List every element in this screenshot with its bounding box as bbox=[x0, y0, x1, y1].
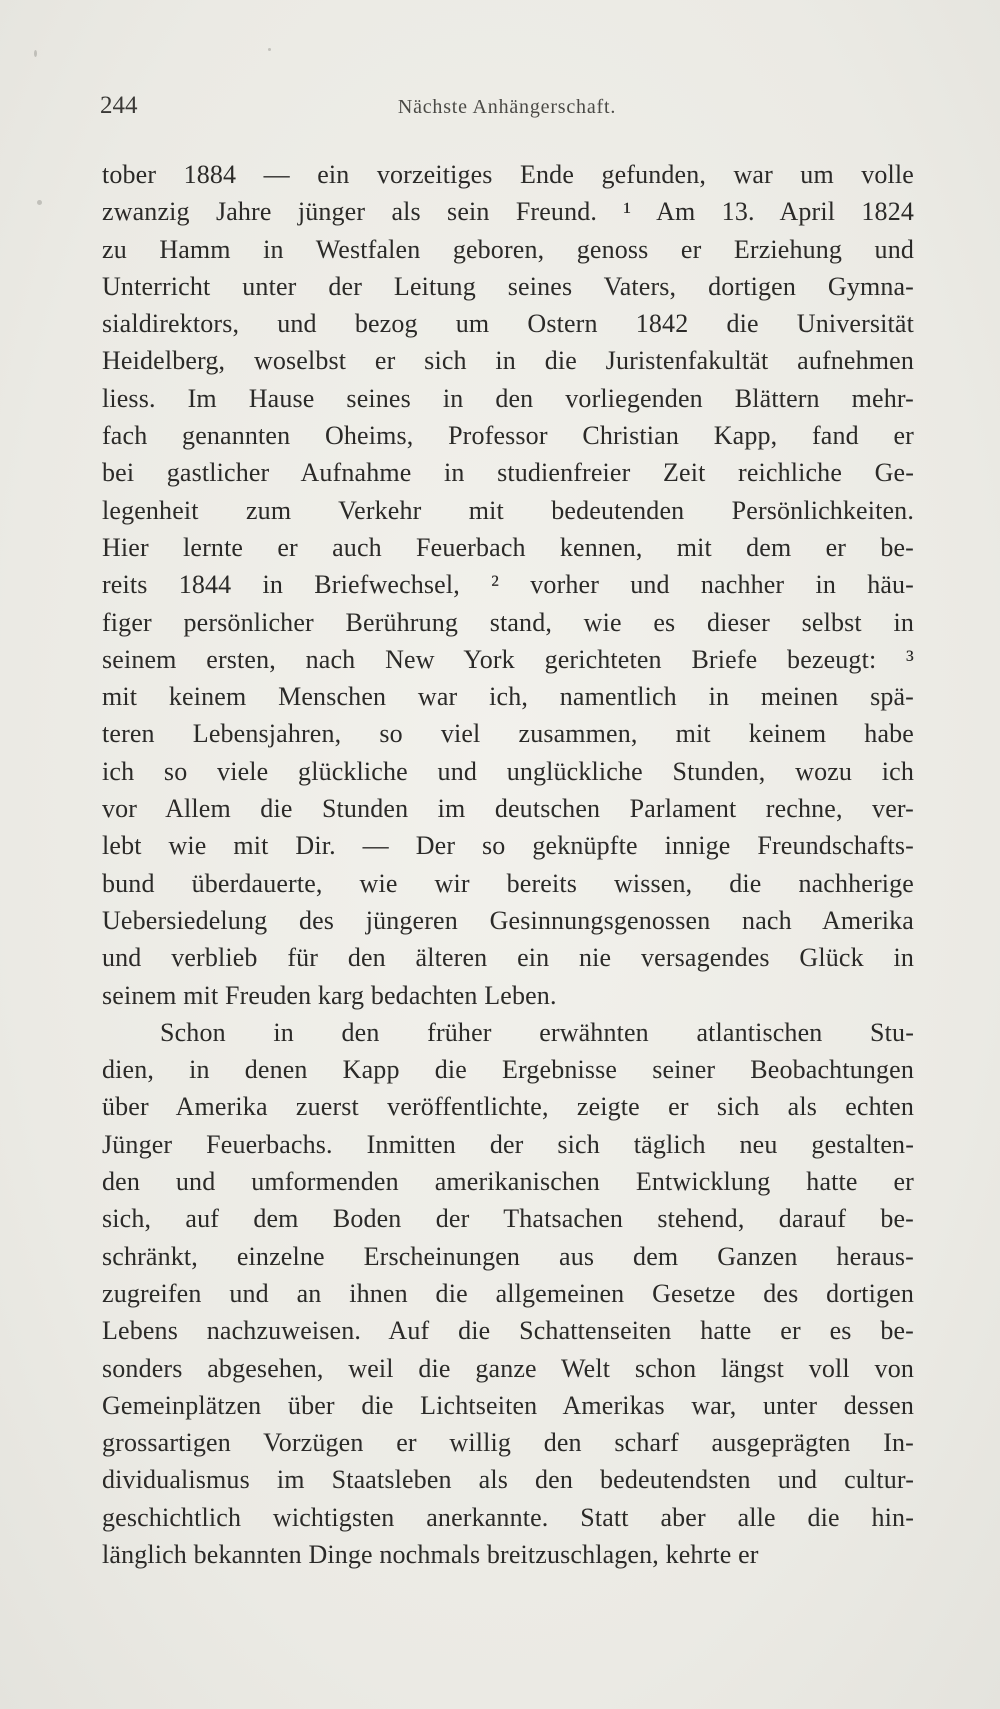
text-line: dien, in denen Kapp die Ergebnisse seiner Beobachtungen bbox=[102, 1055, 914, 1085]
text-line: Schon in den früher erwähnten atlantischen Stu- bbox=[160, 1017, 914, 1047]
text-line: über Amerika zuerst veröffentlichte, zeigte er sich als echten bbox=[102, 1092, 914, 1122]
text-line: Hier lernte er auch Feuerbach kennen, mit dem er be- bbox=[102, 532, 914, 562]
text-line: und verblieb für den älteren ein nie versagendes Glück in bbox=[102, 943, 914, 973]
text-line: seinem mit Freuden karg bedachten Leben. bbox=[102, 980, 557, 1010]
text-line: Lebens nachzuweisen. Auf die Schattenseiten hatte er es be- bbox=[102, 1316, 914, 1346]
text-line: Gemeinplätzen über die Lichtseiten Amerikas war, unter dessen bbox=[102, 1390, 914, 1420]
text-line: reits 1844 in Briefwechsel, ² vorher und nachher in häu- bbox=[102, 570, 914, 600]
text-line: figer persönlicher Berührung stand, wie es dieser selbst in bbox=[102, 607, 914, 637]
text-line: sich, auf dem Boden der Thatsachen stehend, darauf be- bbox=[102, 1204, 914, 1234]
text-line: teren Lebensjahren, so viel zusammen, mit keinem habe bbox=[102, 719, 914, 749]
text-line: bund überdauerte, wie wir bereits wissen, die nachherige bbox=[102, 868, 914, 898]
running-title: Nächste Anhängerschaft. bbox=[397, 96, 617, 118]
text-line: bei gastlicher Aufnahme in studienfreier Zeit reichliche Ge- bbox=[102, 458, 914, 488]
paragraph bbox=[102, 1014, 914, 1573]
text-line: ich so viele glückliche und unglückliche Stunden, wozu ich bbox=[102, 756, 914, 786]
text-line: länglich bekannten Dinge nochmals breitzuschlagen, kehrte er bbox=[102, 1539, 759, 1569]
text-line: schränkt, einzelne Erscheinungen aus dem Ganzen heraus- bbox=[102, 1241, 914, 1271]
text-line: lebt wie mit Dir. — Der so geknüpfte innige Freundschafts- bbox=[102, 831, 914, 861]
text-line: mit keinem Menschen war ich, namentlich in meinen spä- bbox=[102, 682, 914, 712]
paragraph bbox=[102, 156, 914, 1014]
text-line: zwanzig Jahre jünger als sein Freund. ¹ Am 13. April 1824 bbox=[102, 197, 914, 227]
paper-speck bbox=[34, 50, 37, 57]
text-line: fach genannten Oheims, Professor Christian Kapp, fand er bbox=[102, 421, 914, 451]
text-line: liess. Im Hause seines in den vorliegenden Blättern mehr- bbox=[102, 383, 914, 413]
text-line: zu Hamm in Westfalen geboren, genoss er Erziehung und bbox=[102, 234, 914, 264]
text-line: Uebersiedelung des jüngeren Gesinnungsgenossen nach Amerika bbox=[102, 905, 914, 935]
text-line: geschichtlich wichtigsten anerkannte. Statt aber alle die hin- bbox=[102, 1502, 914, 1532]
text-line: grossartigen Vorzügen er willig den scharf ausgeprägten In- bbox=[102, 1428, 914, 1458]
text-line: den und umformenden amerikanischen Entwicklung hatte er bbox=[102, 1167, 914, 1197]
text-line: legenheit zum Verkehr mit bedeutenden Persönlichkeiten. bbox=[102, 495, 914, 525]
text-line: zugreifen und an ihnen die allgemeinen Gesetze des dortigen bbox=[102, 1278, 914, 1308]
text-line: Unterricht unter der Leitung seines Vaters, dortigen Gymna- bbox=[102, 271, 914, 301]
text-line: dividualismus im Staatsleben als den bedeutendsten und cultur- bbox=[102, 1465, 914, 1495]
text-line: tober 1884 — ein vorzeitiges Ende gefunden, war um volle bbox=[102, 160, 914, 189]
text-line: Heidelberg, woselbst er sich in die Juristenfakultät aufnehmen bbox=[102, 346, 914, 376]
text-line: seinem ersten, nach New York gerichteten Briefe bezeugt: ³ bbox=[102, 644, 914, 674]
running-head bbox=[100, 92, 914, 126]
text-line: Jünger Feuerbachs. Inmitten der sich täglich neu gestalten- bbox=[102, 1129, 914, 1159]
text-line: vor Allem die Stunden im deutschen Parlament rechne, ver- bbox=[102, 794, 914, 824]
page-number: 244 bbox=[100, 92, 138, 119]
body-text bbox=[102, 156, 914, 1573]
paper-speck bbox=[37, 200, 42, 205]
paper-speck bbox=[268, 48, 271, 51]
text-line: sonders abgesehen, weil die ganze Welt schon längst voll von bbox=[102, 1353, 914, 1383]
text-line: sialdirektors, und bezog um Ostern 1842 die Universität bbox=[102, 309, 914, 339]
